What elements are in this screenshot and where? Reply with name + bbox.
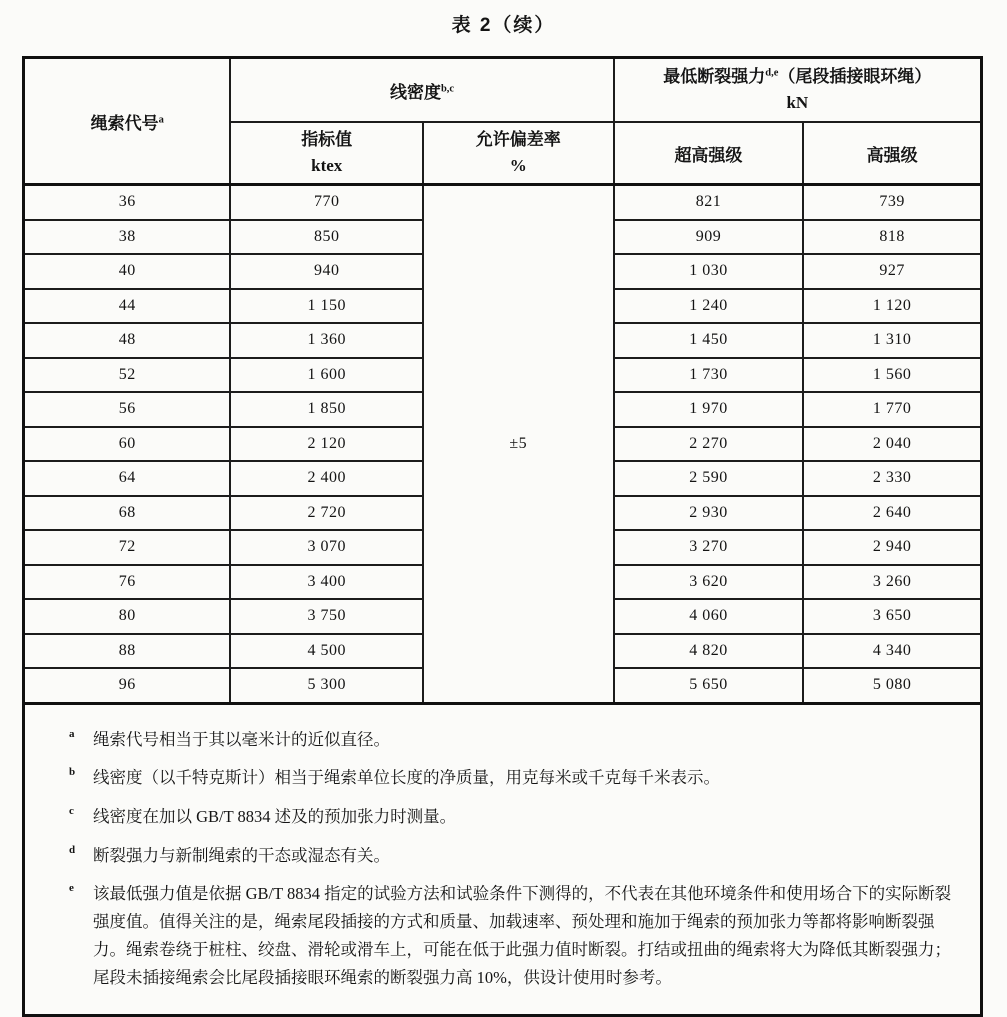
ktex-cell: 5 300: [230, 668, 423, 703]
ultra-strength-cell: 1 730: [614, 358, 804, 393]
footnote-a: [25, 726, 954, 754]
high-strength-cell: 2 640: [803, 496, 981, 531]
high-strength-cell: 927: [803, 254, 981, 289]
high-grade-header: 高强级: [803, 122, 981, 185]
ultra-strength-cell: 5 650: [614, 668, 804, 703]
rope-code-cell: 80: [24, 599, 231, 634]
ultra-strength-cell: 4 060: [614, 599, 804, 634]
ultra-strength-cell: 1 240: [614, 289, 804, 324]
ktex-cell: 3 070: [230, 530, 423, 565]
linear-density-group-header: [230, 58, 613, 123]
ktex-cell: 940: [230, 254, 423, 289]
breaking-strength-footnote-ref: d,e: [765, 67, 779, 78]
footnote-marker: c: [69, 804, 74, 817]
rope-code-cell: 76: [24, 565, 231, 600]
ktex-cell: 1 600: [230, 358, 423, 393]
footnotes-cell: [24, 703, 982, 1016]
footnote-text: 断裂强力与新制绳索的干态或湿态有关。: [93, 845, 390, 865]
breaking-strength-group-header: [614, 58, 982, 123]
ultra-strength-cell: 2 590: [614, 461, 804, 496]
high-strength-cell: 1 770: [803, 392, 981, 427]
high-strength-cell: 5 080: [803, 668, 981, 703]
ultra-strength-cell: 3 270: [614, 530, 804, 565]
high-strength-cell: 3 650: [803, 599, 981, 634]
ktex-cell: 2 120: [230, 427, 423, 462]
ktex-cell: 1 850: [230, 392, 423, 427]
high-strength-cell: 3 260: [803, 565, 981, 600]
rope-code-cell: 36: [24, 185, 231, 220]
tolerance-value-cell: ±5: [423, 185, 614, 704]
rope-code-cell: 60: [24, 427, 231, 462]
high-strength-cell: 4 340: [803, 634, 981, 669]
ultra-strength-cell: 821: [614, 185, 804, 220]
footnote-d: [25, 842, 954, 870]
ktex-cell: 2 720: [230, 496, 423, 531]
ultra-strength-cell: 4 820: [614, 634, 804, 669]
ultra-strength-cell: 1 030: [614, 254, 804, 289]
rope-code-cell: 64: [24, 461, 231, 496]
ktex-cell: 4 500: [230, 634, 423, 669]
header-row-groups: [24, 58, 982, 123]
footnote-text: 线密度在加以 GB/T 8834 述及的预加张力时测量。: [93, 806, 457, 826]
tolerance-unit: %: [509, 156, 527, 175]
ultra-strength-cell: 1 970: [614, 392, 804, 427]
nominal-value-header: [230, 122, 423, 185]
rope-code-cell: 44: [24, 289, 231, 324]
footnote-marker: a: [69, 727, 75, 740]
table-row: [24, 185, 982, 220]
rope-code-cell: 48: [24, 323, 231, 358]
rope-code-cell: 56: [24, 392, 231, 427]
breaking-strength-unit: kN: [786, 93, 809, 112]
ultra-strength-cell: 909: [614, 220, 804, 255]
ktex-cell: 1 150: [230, 289, 423, 324]
linear-density-footnote-ref: b,c: [440, 82, 455, 94]
rope-code-cell: 96: [24, 668, 231, 703]
footnote-text: 线密度（以千特克斯计）相当于绳索单位长度的净质量，用克每米或千克每千米表示。: [93, 768, 720, 788]
nominal-value-label: 指标值: [301, 129, 353, 149]
high-strength-cell: 2 330: [803, 461, 981, 496]
footnote-e: [25, 880, 954, 991]
page-title: 表 2（续）: [451, 15, 556, 36]
rope-code-cell: 68: [24, 496, 231, 531]
ultra-strength-cell: 3 620: [614, 565, 804, 600]
high-strength-cell: 2 940: [803, 530, 981, 565]
ktex-cell: 850: [230, 220, 423, 255]
high-strength-cell: 1 310: [803, 323, 981, 358]
high-strength-cell: 739: [803, 185, 981, 220]
rope-code-cell: 40: [24, 254, 231, 289]
rope-code-header: [24, 58, 231, 185]
ktex-cell: 770: [230, 185, 423, 220]
tolerance-label: 允许偏差率: [475, 129, 561, 149]
linear-density-label: 线密度: [389, 82, 441, 102]
footnote-marker: b: [69, 766, 76, 779]
high-strength-cell: 1 560: [803, 358, 981, 393]
footnote-c: [25, 803, 954, 831]
high-strength-cell: 2 040: [803, 427, 981, 462]
nominal-value-unit: ktex: [311, 156, 343, 175]
tolerance-header: [423, 122, 614, 185]
rope-code-footnote-ref: a: [158, 113, 164, 125]
footnote-marker: d: [69, 843, 76, 856]
footnote-text: 该最低强力值是依据 GB/T 8834 指定的试验方法和试验条件下测得的，不代表在其他环境条件和使用场合下的实际断裂强度值。值得关注的是，绳索尾段插接的方式和质量、加载速率、预处理和施加于绳索的预加张力等都将影响断裂强力。绳索卷绕于桩柱、绞盘、滑轮或滑车上，可能在低于此强力值时断裂。打结或扭曲的绳索将大为降低其断裂强力；尾段未插接绳索会比尾段插接眼环绳索的断裂强力高 10%，供设计使用时参考。: [93, 884, 952, 987]
rope-code-cell: 88: [24, 634, 231, 669]
rope-code-cell: 52: [24, 358, 231, 393]
high-strength-cell: 1 120: [803, 289, 981, 324]
breaking-strength-label: 最低断裂强力: [663, 66, 766, 86]
breaking-strength-suffix: （尾段插接眼环绳）: [778, 66, 932, 86]
footnote-b: [25, 764, 954, 792]
ktex-cell: 1 360: [230, 323, 423, 358]
footnotes-row: [24, 703, 982, 1016]
rope-code-cell: 72: [24, 530, 231, 565]
ultra-strength-cell: 1 450: [614, 323, 804, 358]
rope-spec-table: [22, 56, 983, 1017]
footnote-text: 绳索代号相当于其以毫米计的近似直径。: [93, 729, 390, 749]
ktex-cell: 3 750: [230, 599, 423, 634]
ultra-strength-cell: 2 270: [614, 427, 804, 462]
rope-code-header-label: 绳索代号: [90, 113, 159, 133]
high-strength-cell: 818: [803, 220, 981, 255]
ktex-cell: 2 400: [230, 461, 423, 496]
footnote-marker: e: [69, 882, 74, 895]
ultra-high-grade-header: 超高强级: [614, 122, 804, 185]
ktex-cell: 3 400: [230, 565, 423, 600]
ultra-strength-cell: 2 930: [614, 496, 804, 531]
rope-code-cell: 38: [24, 220, 231, 255]
